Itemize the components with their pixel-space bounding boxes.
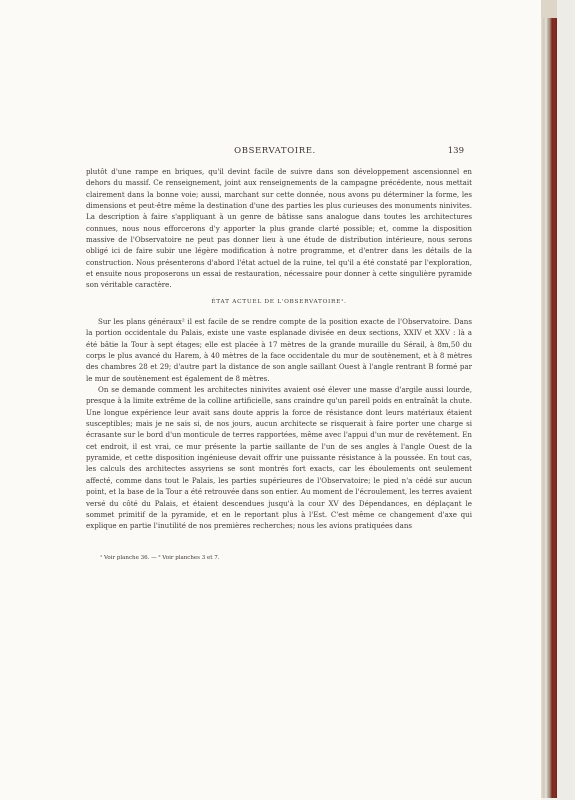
section-title: ÉTAT ACTUEL DE L'OBSERVATOIRE¹. [211,299,347,305]
page-header [86,146,464,160]
page-stack-top [541,0,557,18]
running-title: OBSERVATOIRE. [234,146,316,156]
book-fore-edge [541,18,557,798]
body-text [86,316,472,532]
footnote: ¹ Voir planche 36. — ² Voir planches 3 et 7. [100,555,220,561]
body-paragraph-2: On se demande comment les architectes ninivites avaient osé élever une masse d'argile aussi lourde, presque à la limite extrême de la colline artificielle, sans craindre qu'un pareil poids en entraînât la chute. Une longue expérience leur avait sans doute appris la force de résistance dont leurs matériaux étaient susceptibles; mais je ne sais si, de nos jours, aucun architecte se risquerait à faire porter une charge si écrasante sur le bord d'un monticule de terres rapportées, même avec l'appui d'un mur de revêtement. En cet endroit, il est vrai, ce mur présente la partie saillante de l'un de ses angles à l'angle Ouest de la pyramide, et cette disposition ingénieuse devait offrir une puissante résistance à la poussée. En tout cas, les calculs des architectes assyriens se sont montrés fort exacts, car les éboulements ont seulement affecté, comme dans tout le Palais, les parties supérieures de l'Observatoire; le pied n'a cédé sur aucun point, et la base de la Tour a été retrouvée dans son entier. Au moment de l'écroulement, les terres avaient versé du côté du Palais, et étaient descendues jusqu'à la cour XV des Dépendances, en déplaçant le sommet primitif de la pyramide, et en le reportant plus à l'Est. C'est même ce changement d'axe qui explique en partie l'inutilité de nos premières recherches; nous les avions pratiquées dans [86,385,472,531]
intro-paragraph: plutôt d'une rampe en briques, qu'il devint facile de suivre dans son développement ascensionnel en dehors du massif. Ce renseignement, joint aux renseignements de la campagne précédente, nous mettait clairement dans la bonne voie; aussi, marchant sur cette donnée, nous avons pu déterminer la forme, les dimensions et peut-être même la destination d'une des parties les plus curieuses des monuments ninivites. La description à faire s'appliquant à un genre de bâtisse sans analogue dans toutes les architectures connues, nous nous efforcerons d'y apporter la plus grande clarté possible; et, comme la disposition massive de l'Observatoire ne peut pas donner lieu à une étude de distribution intérieure, nous serons obligé ici de faire subir une légère modification à notre programme, et d'entrer dans les détails de la construction. Nous présenterons d'abord l'état actuel de la ruine, tel qu'il a été constaté par l'exploration, et ensuite nous proposerons un essai de restauration, nécessaire pour donner à cette singulière pyramide son véritable caractère. [86,167,472,290]
scan-margin [557,0,575,800]
body-paragraph-1: Sur les plans généraux² il est facile de se rendre compte de la position exacte de l'Observatoire. Dans la portion occidentale du Palais, existe une vaste esplanade divisée en deux sections, XXIV et XXV : là a été bâtie la Tour à sept étages; elle est placée à 17 mètres de la grande muraille du Sérail, à 8m,50 du corps le plus avancé du Harem, à 40 mètres de la face occidentale du mur de soutènement, et à 8 mètres des chambres 28 et 29; d'autre part la distance de son angle saillant Ouest à l'angle rentrant B formé par le mur de soutènement est également de 8 mètres. [86,317,472,383]
page-number: 139 [447,146,464,156]
intro-paragraph-block [86,166,472,291]
